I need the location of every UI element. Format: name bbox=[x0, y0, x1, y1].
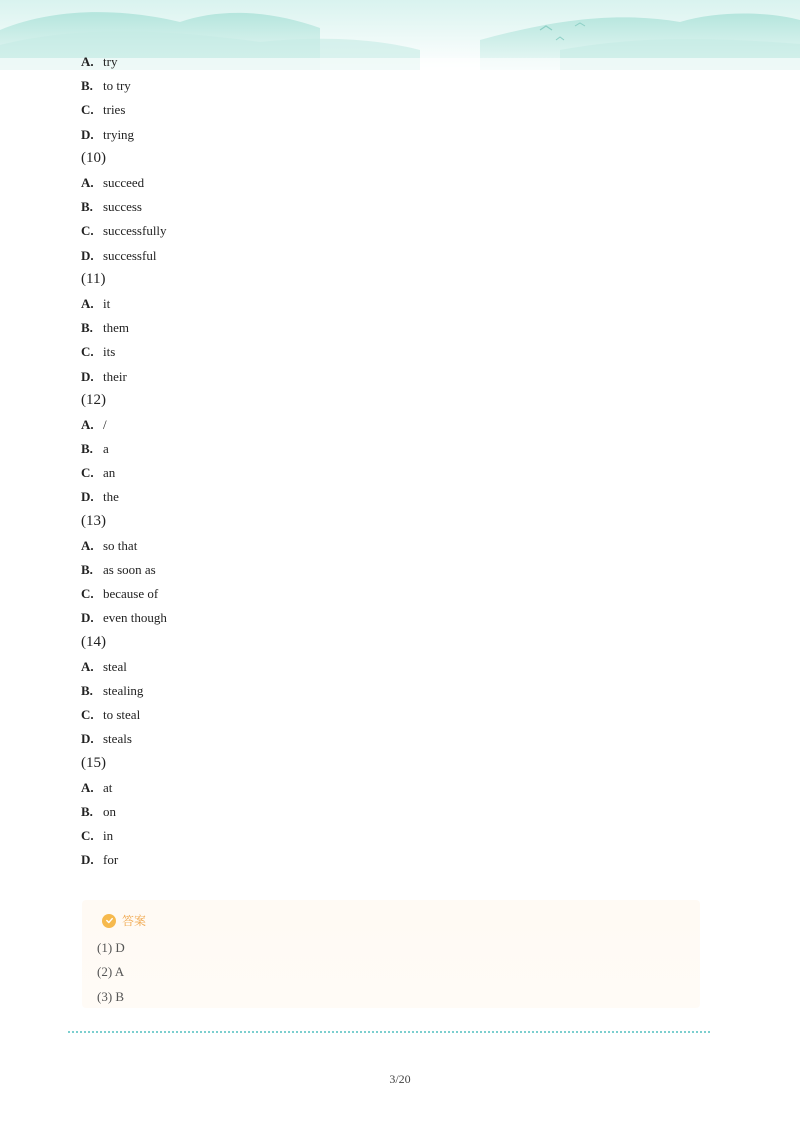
option-letter: A. bbox=[81, 779, 94, 795]
option-text: successful bbox=[103, 247, 157, 263]
option-text: it bbox=[103, 295, 111, 311]
option-text: in bbox=[103, 828, 114, 844]
option-text: stealing bbox=[103, 682, 144, 698]
option-text: tries bbox=[103, 102, 126, 118]
question-list bbox=[81, 50, 721, 872]
option-text: their bbox=[103, 368, 127, 384]
option-text: try bbox=[103, 54, 118, 70]
option-b[interactable] bbox=[81, 195, 721, 219]
option-letter: C. bbox=[81, 586, 94, 602]
question-block bbox=[81, 268, 721, 389]
option-a[interactable] bbox=[81, 171, 721, 195]
option-a[interactable] bbox=[81, 50, 721, 74]
option-letter: D. bbox=[81, 126, 94, 142]
answer-list bbox=[97, 936, 125, 1009]
question-number: (13) bbox=[81, 513, 106, 530]
option-a[interactable] bbox=[81, 413, 721, 437]
option-letter: B. bbox=[81, 78, 93, 94]
option-letter: B. bbox=[81, 441, 93, 457]
option-a[interactable] bbox=[81, 534, 721, 558]
question-number: (12) bbox=[81, 392, 106, 409]
option-letter: B. bbox=[81, 682, 93, 698]
option-text: to try bbox=[103, 78, 131, 94]
answer-title: 答案 bbox=[122, 914, 147, 928]
option-letter: C. bbox=[81, 344, 94, 360]
option-d[interactable] bbox=[81, 848, 721, 872]
option-letter: B. bbox=[81, 199, 93, 215]
option-letter: B. bbox=[81, 562, 93, 578]
question-number: (10) bbox=[81, 150, 106, 167]
answer-box bbox=[82, 900, 700, 1008]
option-text: successfully bbox=[103, 223, 167, 239]
question-block bbox=[81, 751, 721, 872]
option-text: a bbox=[103, 441, 109, 457]
option-b[interactable] bbox=[81, 800, 721, 824]
option-text: for bbox=[103, 852, 119, 868]
option-text: steals bbox=[103, 731, 132, 747]
option-d[interactable] bbox=[81, 485, 721, 509]
page-number: 3/20 bbox=[389, 1072, 411, 1086]
question-block bbox=[81, 389, 721, 510]
option-letter: D. bbox=[81, 852, 94, 868]
option-letter: D. bbox=[81, 731, 94, 747]
option-c[interactable] bbox=[81, 582, 721, 606]
option-text: to steal bbox=[103, 707, 141, 723]
option-letter: A. bbox=[81, 537, 94, 553]
option-letter: B. bbox=[81, 320, 93, 336]
option-text: at bbox=[103, 779, 113, 795]
option-text: steal bbox=[103, 658, 127, 674]
option-d[interactable] bbox=[81, 606, 721, 630]
option-b[interactable] bbox=[81, 74, 721, 98]
question-number: (14) bbox=[81, 634, 106, 651]
option-text: so that bbox=[103, 537, 138, 553]
option-letter: D. bbox=[81, 489, 94, 505]
option-letter: A. bbox=[81, 175, 94, 191]
option-text: them bbox=[103, 320, 129, 336]
footer-divider bbox=[68, 1031, 710, 1033]
option-letter: C. bbox=[81, 707, 94, 723]
option-d[interactable] bbox=[81, 727, 721, 751]
option-b[interactable] bbox=[81, 437, 721, 461]
option-c[interactable] bbox=[81, 703, 721, 727]
answer-line: (2) A bbox=[97, 964, 125, 980]
option-text: its bbox=[103, 344, 116, 360]
option-text: on bbox=[103, 803, 116, 819]
option-b[interactable] bbox=[81, 558, 721, 582]
option-c[interactable] bbox=[81, 340, 721, 364]
option-letter: A. bbox=[81, 54, 94, 70]
question-number: (15) bbox=[81, 755, 106, 772]
answer-line: (3) B bbox=[97, 988, 125, 1004]
option-letter: C. bbox=[81, 465, 94, 481]
question-block bbox=[81, 510, 721, 631]
option-d[interactable] bbox=[81, 244, 721, 268]
check-circle-icon bbox=[102, 914, 116, 928]
option-letter: A. bbox=[81, 416, 94, 432]
answer-header bbox=[102, 912, 146, 929]
question-block bbox=[81, 147, 721, 268]
option-a[interactable] bbox=[81, 292, 721, 316]
option-letter: D. bbox=[81, 610, 94, 626]
option-c[interactable] bbox=[81, 98, 721, 122]
option-letter: A. bbox=[81, 295, 94, 311]
option-d[interactable] bbox=[81, 123, 721, 147]
option-text: succeed bbox=[103, 175, 145, 191]
option-text: even though bbox=[103, 610, 167, 626]
option-c[interactable] bbox=[81, 219, 721, 243]
option-letter: A. bbox=[81, 658, 94, 674]
question-block bbox=[81, 50, 721, 147]
option-letter: B. bbox=[81, 803, 93, 819]
option-a[interactable] bbox=[81, 655, 721, 679]
option-text: success bbox=[103, 199, 142, 215]
option-text: as soon as bbox=[103, 562, 156, 578]
option-c[interactable] bbox=[81, 824, 721, 848]
option-text: trying bbox=[103, 126, 135, 142]
question-block bbox=[81, 631, 721, 752]
option-text: the bbox=[103, 489, 119, 505]
option-d[interactable] bbox=[81, 364, 721, 388]
option-text: / bbox=[103, 416, 107, 432]
option-b[interactable] bbox=[81, 316, 721, 340]
option-c[interactable] bbox=[81, 461, 721, 485]
option-letter: C. bbox=[81, 223, 94, 239]
option-b[interactable] bbox=[81, 679, 721, 703]
option-text: because of bbox=[103, 586, 159, 602]
option-text: an bbox=[103, 465, 116, 481]
question-number: (11) bbox=[81, 271, 106, 288]
answer-line: (1) D bbox=[97, 940, 125, 956]
option-a[interactable] bbox=[81, 776, 721, 800]
option-letter: D. bbox=[81, 368, 94, 384]
option-letter: C. bbox=[81, 102, 94, 118]
option-letter: D. bbox=[81, 247, 94, 263]
option-letter: C. bbox=[81, 828, 94, 844]
